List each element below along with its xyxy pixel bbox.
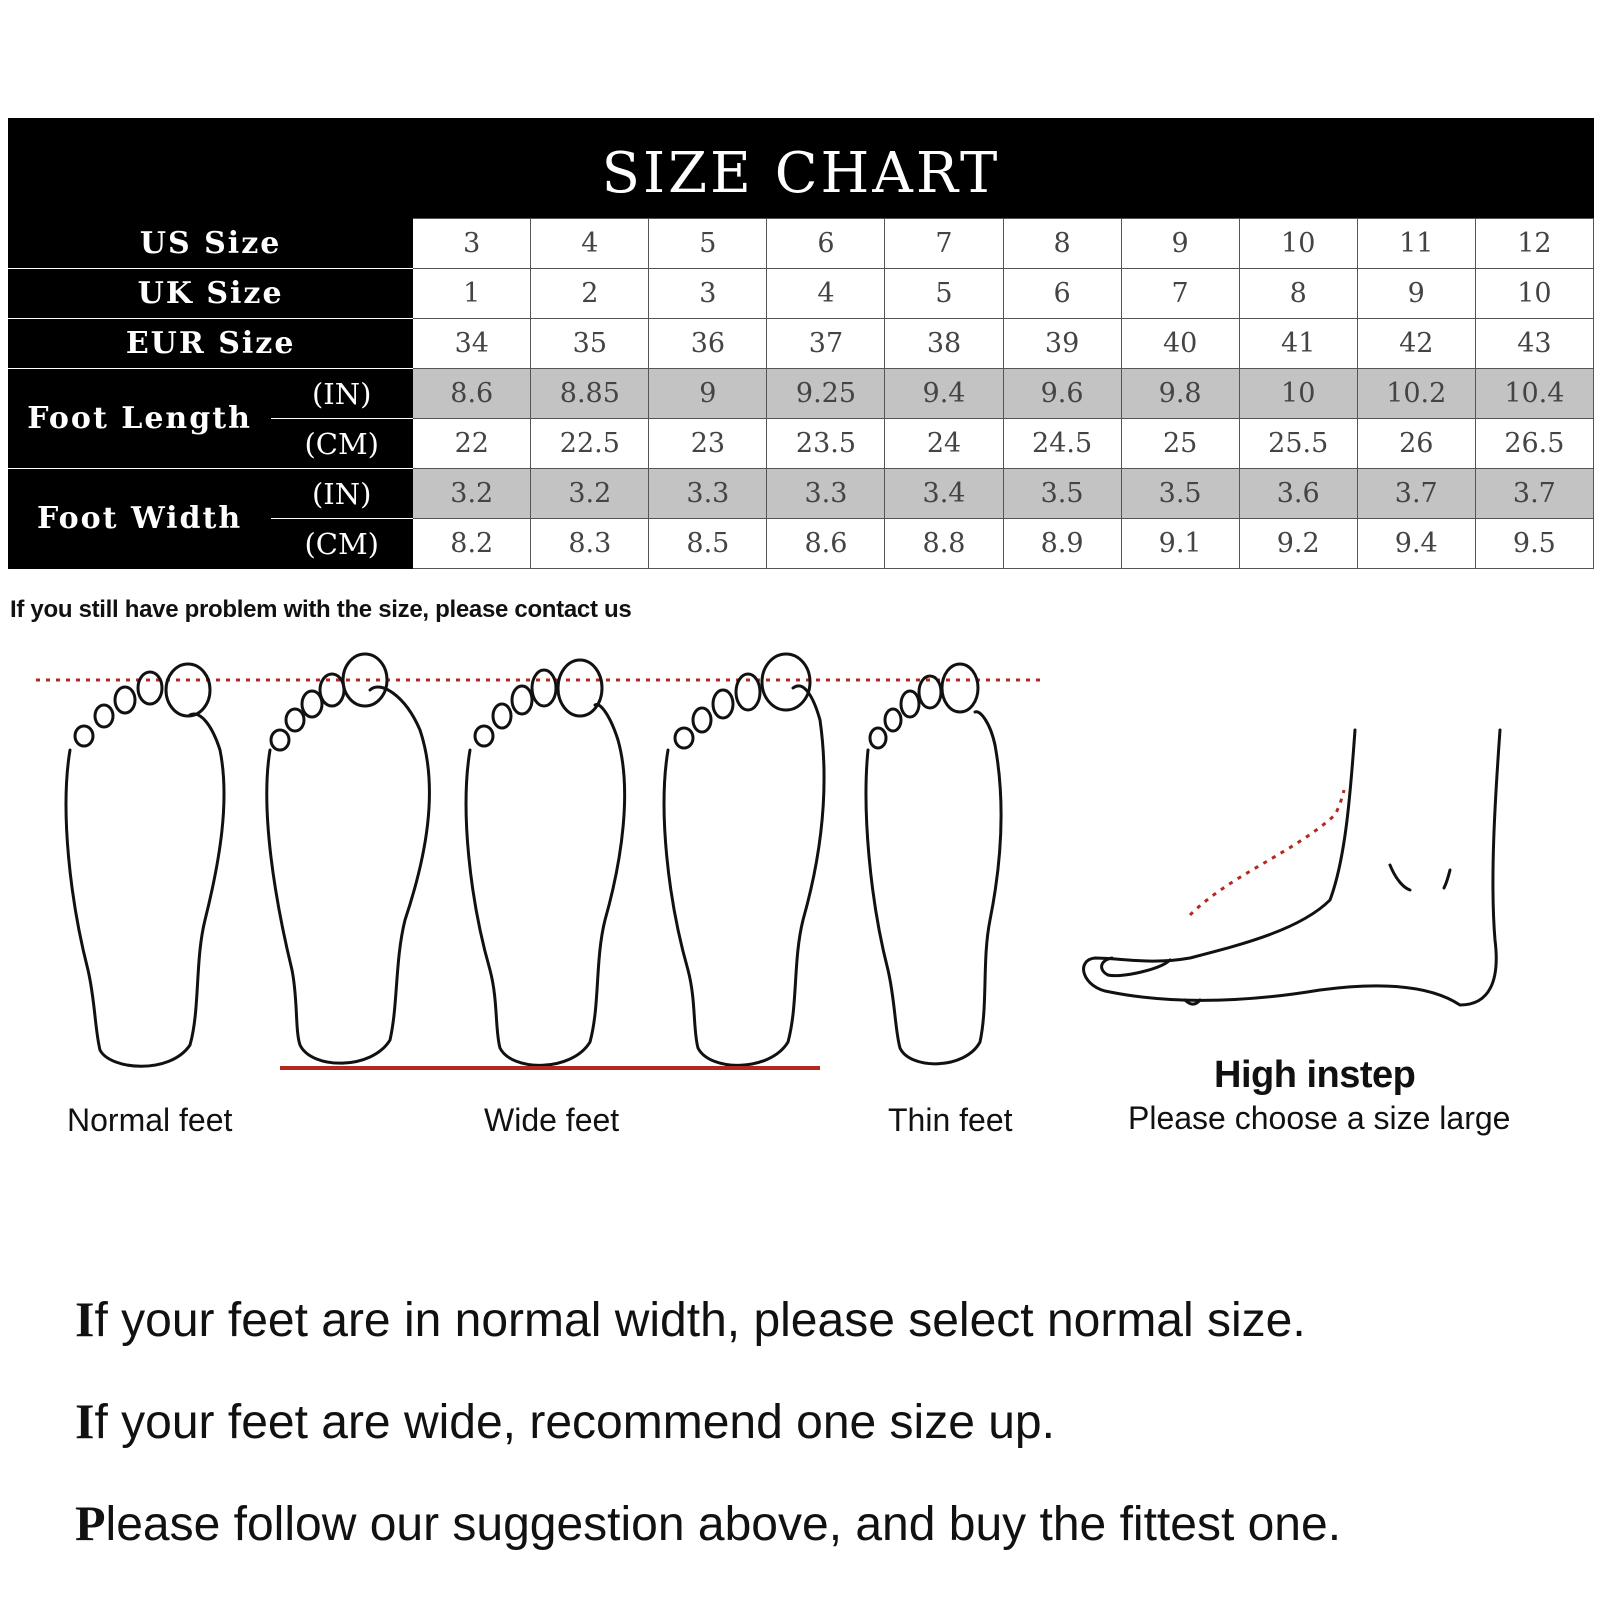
note-wide-feet (75, 1392, 1055, 1450)
size-cell: 23.5 (767, 419, 885, 469)
size-cell: 9.5 (1475, 519, 1593, 569)
size-cell: 9.8 (1121, 369, 1239, 419)
size-cell: 8.85 (531, 369, 649, 419)
size-cell: 4 (767, 269, 885, 319)
row-label: UK Size (9, 269, 413, 319)
size-cell: 43 (1475, 319, 1593, 369)
note-text: lease follow our suggestion above, and buy the fittest one. (105, 1498, 1342, 1551)
size-cell: 40 (1121, 319, 1239, 369)
size-cell: 12 (1475, 219, 1593, 269)
size-cell: 3.5 (1003, 469, 1121, 519)
size-cell: 9 (1357, 269, 1475, 319)
size-cell: 24.5 (1003, 419, 1121, 469)
size-cell: 38 (885, 319, 1003, 369)
size-cell: 25.5 (1239, 419, 1357, 469)
size-cell: 8.8 (885, 519, 1003, 569)
size-cell: 8 (1239, 269, 1357, 319)
size-cell: 3 (413, 219, 531, 269)
size-cell: 3.4 (885, 469, 1003, 519)
size-cell: 6 (1003, 269, 1121, 319)
note-text: f your feet are in normal width, please select normal size. (94, 1294, 1306, 1347)
size-cell: 10 (1239, 219, 1357, 269)
size-row (9, 269, 1594, 319)
wide-feet-label: Wide feet (484, 1102, 620, 1138)
size-cell: 3.7 (1357, 469, 1475, 519)
size-cell: 3.3 (649, 469, 767, 519)
size-cell: 8.5 (649, 519, 767, 569)
size-cell: 23 (649, 419, 767, 469)
size-cell: 7 (1121, 269, 1239, 319)
size-table (8, 218, 1594, 569)
size-cell: 39 (1003, 319, 1121, 369)
size-cell: 10 (1239, 369, 1357, 419)
size-cell: 7 (885, 219, 1003, 269)
size-cell: 26 (1357, 419, 1475, 469)
size-cell: 22 (413, 419, 531, 469)
contact-note: If you still have problem with the size, please contact us (10, 596, 632, 623)
size-cell: 3.6 (1239, 469, 1357, 519)
foot-type-illustration (0, 640, 1600, 1160)
row-label: US Size (9, 219, 413, 269)
thin-foot-icon (866, 664, 1001, 1064)
size-cell: 25 (1121, 419, 1239, 469)
note-initial: I (75, 1393, 95, 1449)
size-cell: 3.3 (767, 469, 885, 519)
size-cell: 1 (413, 269, 531, 319)
row-unit: (IN) (271, 369, 413, 419)
wide-foot-icon-1 (267, 654, 430, 1063)
high-instep-foot-icon (1084, 730, 1500, 1005)
note-normal-width (75, 1290, 1306, 1348)
size-cell: 42 (1357, 319, 1475, 369)
size-cell: 10 (1475, 269, 1593, 319)
size-cell: 4 (531, 219, 649, 269)
size-cell: 37 (767, 319, 885, 369)
row-label: Foot Length (9, 369, 271, 469)
size-row (9, 219, 1594, 269)
instep-guide-line (1190, 790, 1344, 915)
size-cell: 9.2 (1239, 519, 1357, 569)
size-cell: 3 (649, 269, 767, 319)
size-chart-title: SIZE CHART (8, 118, 1594, 218)
size-cell: 22.5 (531, 419, 649, 469)
size-cell: 11 (1357, 219, 1475, 269)
size-cell: 5 (885, 269, 1003, 319)
normal-feet-label: Normal feet (67, 1102, 233, 1138)
note-initial: I (75, 1291, 95, 1347)
row-unit: (CM) (271, 519, 413, 569)
size-cell: 8.2 (413, 519, 531, 569)
row-label: EUR Size (9, 319, 413, 369)
note-follow-suggestion (75, 1494, 1341, 1552)
size-cell: 3.2 (531, 469, 649, 519)
size-cell: 8 (1003, 219, 1121, 269)
size-cell: 35 (531, 319, 649, 369)
size-cell: 9.1 (1121, 519, 1239, 569)
size-cell: 8.3 (531, 519, 649, 569)
size-cell: 9.25 (767, 369, 885, 419)
size-cell: 8.6 (767, 519, 885, 569)
size-row (9, 469, 1594, 519)
size-cell: 3.7 (1475, 469, 1593, 519)
high-instep-subtitle: Please choose a size large (1128, 1100, 1511, 1136)
size-cell: 6 (767, 219, 885, 269)
size-cell: 36 (649, 319, 767, 369)
wide-foot-icon-2 (466, 660, 625, 1065)
size-cell: 3.2 (413, 469, 531, 519)
size-cell: 9 (649, 369, 767, 419)
size-cell: 10.4 (1475, 369, 1593, 419)
size-row (9, 319, 1594, 369)
size-cell: 8.9 (1003, 519, 1121, 569)
row-unit: (CM) (271, 419, 413, 469)
row-unit: (IN) (271, 469, 413, 519)
row-label: Foot Width (9, 469, 271, 569)
size-row (9, 369, 1594, 419)
size-cell: 9.6 (1003, 369, 1121, 419)
size-cell: 26.5 (1475, 419, 1593, 469)
size-cell: 9.4 (1357, 519, 1475, 569)
size-cell: 10.2 (1357, 369, 1475, 419)
normal-foot-icon (66, 664, 224, 1066)
size-cell: 24 (885, 419, 1003, 469)
high-instep-title: High instep (1214, 1054, 1416, 1096)
wide-foot-icon-3 (664, 654, 824, 1065)
size-cell: 5 (649, 219, 767, 269)
size-cell: 34 (413, 319, 531, 369)
size-chart (8, 118, 1594, 569)
size-cell: 9 (1121, 219, 1239, 269)
size-cell: 2 (531, 269, 649, 319)
size-cell: 9.4 (885, 369, 1003, 419)
size-cell: 3.5 (1121, 469, 1239, 519)
note-initial: P (75, 1495, 106, 1551)
note-text: f your feet are wide, recommend one size up. (94, 1396, 1055, 1449)
size-cell: 41 (1239, 319, 1357, 369)
thin-feet-label: Thin feet (888, 1102, 1013, 1138)
size-cell: 8.6 (413, 369, 531, 419)
